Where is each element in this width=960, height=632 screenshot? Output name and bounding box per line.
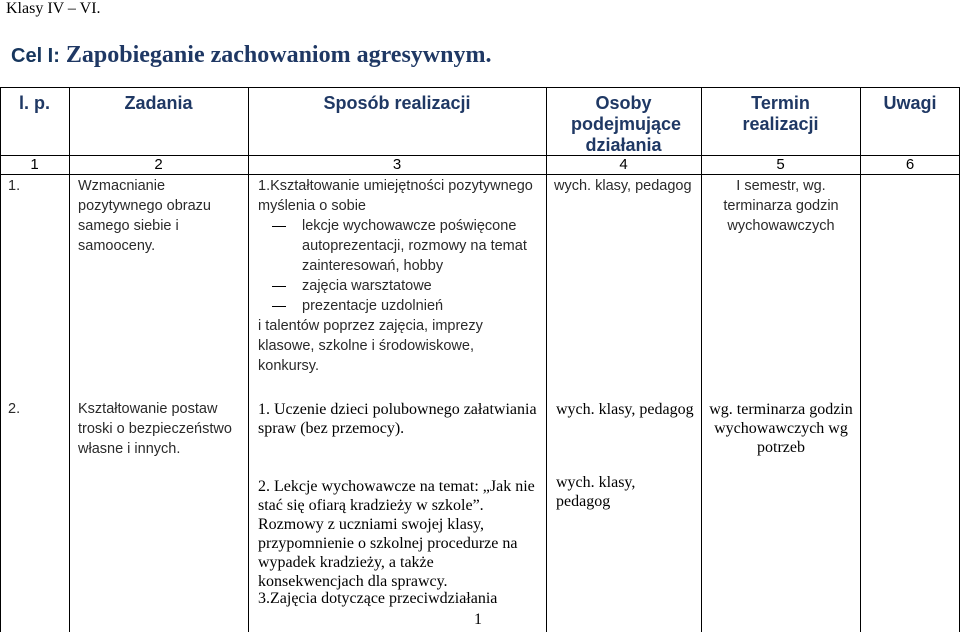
header-sposob: Sposób realizacji <box>323 93 471 113</box>
row2-sposob-3: 3.Zajęcia dotyczące przeciwdziałania <box>258 590 498 607</box>
col-number: 4 <box>619 156 628 173</box>
row2-termin: wg. terminarza godzin wychowawczych wg potrzeb <box>709 401 853 456</box>
header-osoby: Osoby podejmujące działania <box>571 93 682 155</box>
row1-bullet: lekcje wychowawcze poświęcone autoprezentacji, rozmowy na temat zainteresowań, hobby <box>302 216 542 276</box>
row1-termin: I semestr, wg. terminarza godzin wychowawczych <box>723 178 839 234</box>
header-lp: l. p. <box>19 93 50 113</box>
class-range-text: Klasy IV – VI. <box>6 0 101 17</box>
row1-zadanie: Wzmacnianie pozytywnego obrazu samego siebie i samooceny. <box>78 178 211 254</box>
row1-sposob-intro: 1.Kształtowanie umiejętności pozytywnego myślenia o sobie <box>258 178 533 214</box>
goal-heading <box>11 42 491 69</box>
goal-label: Cel I: <box>11 45 60 67</box>
col-number: 1 <box>30 156 39 173</box>
header-termin: Termin realizacji <box>742 93 819 134</box>
row2-osoby-2: wych. klasy, pedagog <box>556 474 636 510</box>
row2-zadanie: Kształtowanie postaw troski o bezpieczeństwo własne i innych. <box>78 401 232 457</box>
row1-sposob-tail: i talentów poprzez zajęcia, imprezy klasowe, szkolne i środowiskowe, konkursy. <box>258 318 483 374</box>
page-number: 1 <box>474 611 482 628</box>
row1-bullet: prezentacje uzdolnień <box>302 296 542 316</box>
row2-sposob-1: 1. Uczenie dzieci polubownego załatwiania spraw (bez przemocy). <box>258 401 537 437</box>
col-number: 2 <box>154 156 163 173</box>
row2-lp: 2. <box>8 401 21 417</box>
row2-osoby-1: wych. klasy, pedagog <box>556 401 694 418</box>
row1-bullet: zajęcia warsztatowe <box>302 276 542 296</box>
row1-osoby: wych. klasy, pedagog <box>554 178 692 194</box>
row1-lp: 1. <box>8 178 21 194</box>
row2-sposob-2: 2. Lekcje wychowawcze na temat: „Jak nie stać się ofiarą kradzieży w szkole”. Rozmowy z uczniami swojej klasy, przypomnienie o szkolnej procedurze na wypadek kradzieży, a także konsekwencjach dla sprawcy. <box>258 478 535 590</box>
goal-title: Zapobieganie zachowaniom agresywnym. <box>65 42 492 68</box>
col-number: 5 <box>776 156 785 173</box>
header-zadania: Zadania <box>124 93 193 113</box>
col-number: 3 <box>392 156 402 173</box>
col-number: 6 <box>905 156 915 173</box>
header-uwagi: Uwagi <box>883 93 937 113</box>
